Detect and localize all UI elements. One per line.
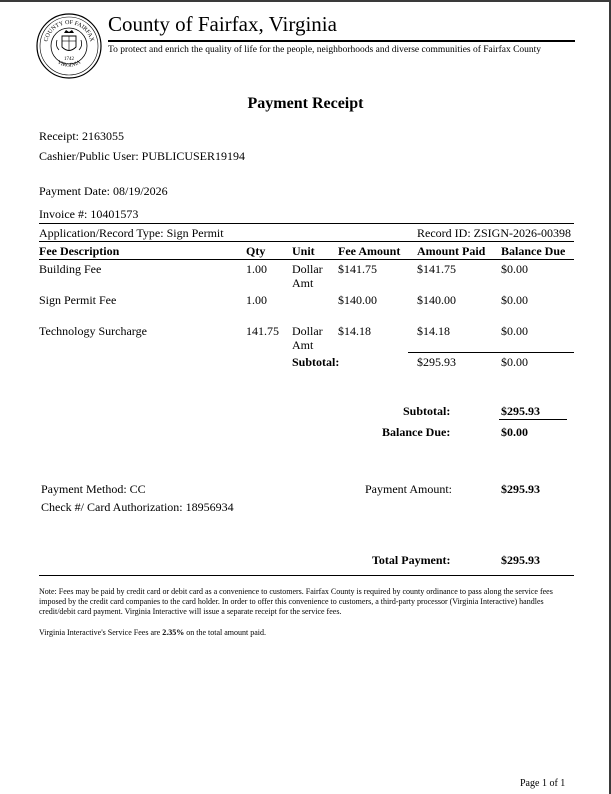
table-subtotal-balance: $0.00	[501, 355, 528, 369]
payment-amount-label: Payment Amount:	[365, 482, 452, 496]
seal-year: 1742	[64, 57, 74, 62]
total-payment-value: $295.93	[501, 553, 540, 567]
page-frame-top	[0, 0, 611, 2]
fee-description: Building Fee	[39, 262, 102, 276]
payment-date: Payment Date: 08/19/2026	[39, 184, 168, 198]
notes-rule	[39, 575, 574, 576]
fee-amount-paid: $140.00	[417, 293, 456, 307]
col-balance-due: Balance Due	[501, 244, 566, 258]
balance-due-label: Balance Due:	[382, 425, 451, 439]
col-amount-paid: Amount Paid	[417, 244, 486, 258]
col-fee-description: Fee Description	[39, 244, 120, 258]
fee-qty: 1.00	[246, 293, 267, 307]
county-title: County of Fairfax, Virginia	[108, 12, 337, 36]
fee-amount: $141.75	[338, 262, 377, 276]
table-subtotal-label: Subtotal:	[292, 355, 340, 369]
subtotal-label: Subtotal:	[403, 404, 451, 418]
seal-bottom-text: VIRGINIA	[56, 59, 82, 69]
payment-amount-value: $295.93	[501, 482, 540, 496]
invoice-number: Invoice #: 10401573	[39, 207, 139, 221]
fee-qty: 1.00	[246, 262, 267, 276]
table-subtotal-paid: $295.93	[417, 355, 456, 369]
col-qty: Qty	[246, 244, 266, 258]
fee-balance-due: $0.00	[501, 262, 528, 276]
subtotal-value: $295.93	[501, 404, 540, 418]
balance-due-value: $0.00	[501, 425, 528, 439]
total-payment-label: Total Payment:	[372, 553, 451, 567]
record-top-rule	[39, 223, 574, 224]
county-tagline: To protect and enrich the quality of life for the people, neighborhoods and diverse communities of Fairfax County	[108, 45, 542, 55]
service-fee-rate: 2.35%	[162, 628, 185, 637]
service-fee-note	[39, 628, 266, 637]
totals-rule	[499, 419, 567, 420]
service-fee-prefix: Virginia Interactive's Service Fees are	[39, 628, 163, 637]
fee-note: Note: Fees may be paid by credit card or debit card as a convenience to customers. Fairfax County is required by county ordinance to pass along the service fees imposed by the credit card companies to the card holder. In order to offer this convenience to customers, a third-party processor (Virginia Interactive) handles credit/debit card payment. Virginia Interactive will issue a separate receipt for the service fees.	[39, 587, 553, 616]
col-unit: Unit	[292, 244, 315, 258]
subtotal-rule	[408, 352, 574, 353]
fee-unit: Dollar	[292, 262, 323, 276]
payment-method: Payment Method: CC	[41, 482, 146, 496]
page-number: Page 1 of 1	[520, 778, 566, 789]
receipt-number: Receipt: 2163055	[39, 129, 124, 143]
table-header-bottom-rule	[39, 259, 574, 260]
fee-amount-paid: $14.18	[417, 324, 450, 338]
fee-unit: Dollar	[292, 324, 323, 338]
table-header-top-rule	[39, 241, 574, 242]
county-seal-icon	[35, 12, 103, 80]
fee-description: Technology Surcharge	[39, 324, 147, 338]
fee-unit-cont: Amt	[292, 338, 314, 352]
document-title: Payment Receipt	[247, 95, 364, 112]
seal-top-text: COUNTY OF FAIRFAX	[43, 19, 95, 43]
col-fee-amount: Fee Amount	[338, 244, 401, 258]
fee-balance-due: $0.00	[501, 293, 528, 307]
header-rule	[108, 40, 575, 42]
cashier-user: Cashier/Public User: PUBLICUSER19194	[39, 149, 245, 163]
record-id: Record ID: ZSIGN-2026-00398	[417, 226, 571, 240]
service-fee-suffix: on the total amount paid.	[184, 628, 266, 637]
record-type: Application/Record Type: Sign Permit	[39, 226, 224, 240]
fee-amount: $14.18	[338, 324, 371, 338]
fee-amount: $140.00	[338, 293, 377, 307]
fee-description: Sign Permit Fee	[39, 293, 117, 307]
fee-qty: 141.75	[246, 324, 279, 338]
card-authorization: Check #/ Card Authorization: 18956934	[41, 500, 234, 514]
fee-amount-paid: $141.75	[417, 262, 456, 276]
fee-balance-due: $0.00	[501, 324, 528, 338]
fee-unit-cont: Amt	[292, 276, 314, 290]
